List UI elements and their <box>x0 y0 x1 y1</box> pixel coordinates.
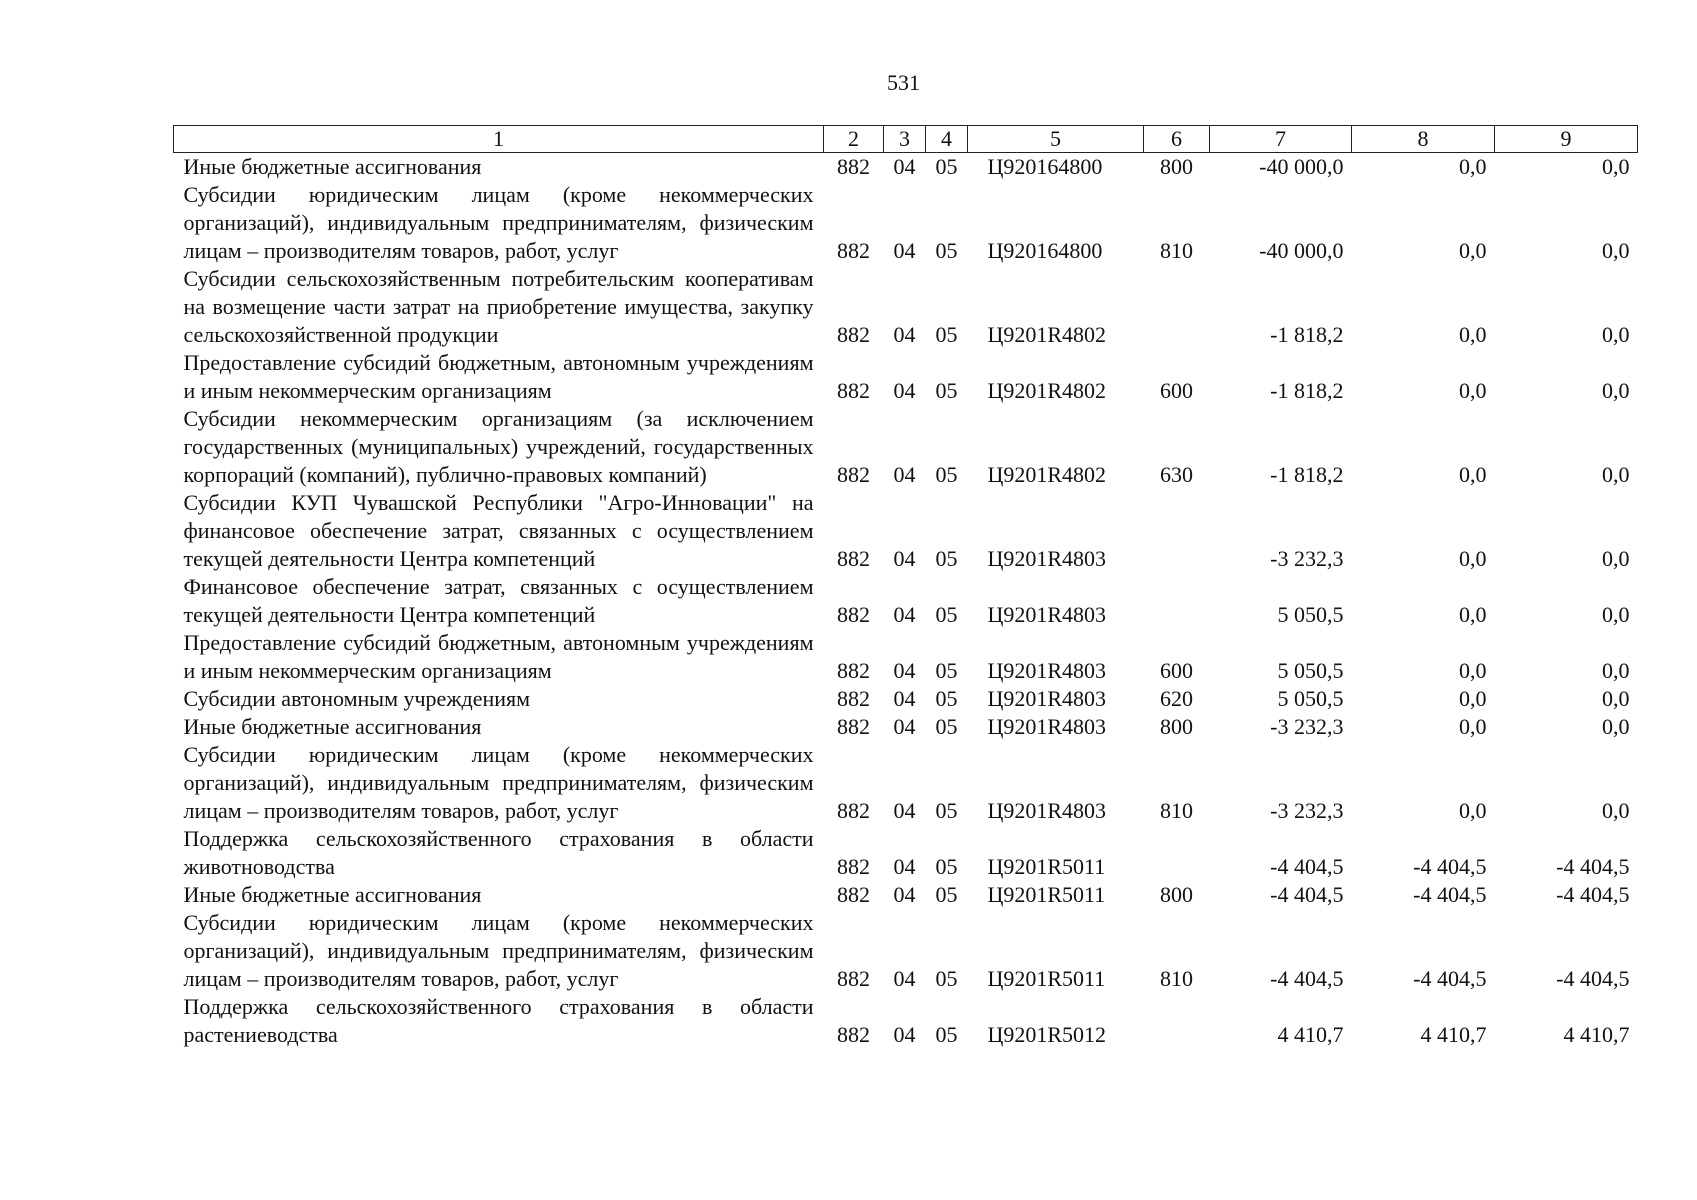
row-expense-type: 800 <box>1160 882 1193 907</box>
row-amount-col9: 0,0 <box>1602 686 1630 711</box>
row-amount-col9: 0,0 <box>1602 462 1630 487</box>
row-amount-col8: 0,0 <box>1459 322 1487 347</box>
row-ministry-code: 882 <box>837 462 870 487</box>
row-name: Субсидии юридическим лицам (кроме некоммерческих организаций), индивидуальным предпринимателям, физическим лицам – производителям товаров, работ, услуг <box>183 910 814 991</box>
row-subsection-code: 05 <box>935 686 958 711</box>
row-section-code: 04 <box>893 322 916 347</box>
row-amount-col9: 0,0 <box>1602 602 1630 627</box>
row-target-article: Ц920164800 <box>987 238 1103 263</box>
row-amount-col7: -40 000,0 <box>1259 154 1344 179</box>
table-row <box>174 909 1638 993</box>
column-header: 6 <box>1144 126 1210 153</box>
budget-table <box>173 125 1638 1049</box>
table-row <box>174 573 1638 629</box>
row-ministry-code: 882 <box>837 798 870 823</box>
column-header: 7 <box>1210 126 1352 153</box>
row-subsection-code: 05 <box>935 378 958 403</box>
row-expense-type <box>1144 489 1210 573</box>
row-subsection-code: 05 <box>935 154 958 179</box>
row-target-article: Ц9201R4803 <box>987 798 1107 823</box>
row-amount-col7: -1 818,2 <box>1270 378 1344 403</box>
row-amount-col8: 0,0 <box>1459 798 1487 823</box>
row-expense-type: 600 <box>1160 658 1193 683</box>
row-section-code: 04 <box>893 602 916 627</box>
row-amount-col7: 5 050,5 <box>1277 658 1344 683</box>
row-amount-col9: 4 410,7 <box>1563 1022 1630 1047</box>
table-body <box>174 153 1638 1050</box>
table-row <box>174 825 1638 881</box>
row-expense-type: 620 <box>1160 686 1193 711</box>
row-target-article: Ц9201R4803 <box>987 686 1107 711</box>
table-row <box>174 741 1638 825</box>
row-name: Иные бюджетные ассигнования <box>183 882 482 907</box>
column-number-row <box>174 126 1638 153</box>
row-ministry-code: 882 <box>837 882 870 907</box>
row-subsection-code: 05 <box>935 798 958 823</box>
row-amount-col7: -4 404,5 <box>1270 854 1344 879</box>
row-expense-type <box>1144 265 1210 349</box>
row-expense-type: 810 <box>1160 238 1193 263</box>
row-amount-col9: -4 404,5 <box>1556 882 1630 907</box>
row-amount-col8: -4 404,5 <box>1413 882 1487 907</box>
row-section-code: 04 <box>893 378 916 403</box>
table-row <box>174 685 1638 713</box>
row-section-code: 04 <box>893 714 916 739</box>
row-subsection-code: 05 <box>935 322 958 347</box>
row-target-article: Ц9201R4803 <box>987 602 1107 627</box>
row-amount-col9: 0,0 <box>1602 378 1630 403</box>
row-expense-type: 810 <box>1160 798 1193 823</box>
row-amount-col9: 0,0 <box>1602 658 1630 683</box>
row-amount-col9: 0,0 <box>1602 322 1630 347</box>
row-section-code: 04 <box>893 154 916 179</box>
row-name: Субсидии юридическим лицам (кроме некоммерческих организаций), индивидуальным предпринимателям, физическим лицам – производителям товаров, работ, услуг <box>183 182 814 263</box>
row-expense-type: 630 <box>1160 462 1193 487</box>
row-amount-col8: -4 404,5 <box>1413 966 1487 991</box>
row-target-article: Ц9201R4803 <box>987 714 1107 739</box>
row-name: Субсидии сельскохозяйственным потребительским кооперативам на возмещение части затрат на приобретение имущества, закупку сельскохозяйственной продукции <box>183 266 814 347</box>
row-section-code: 04 <box>893 462 916 487</box>
row-amount-col7: -1 818,2 <box>1270 322 1344 347</box>
row-name: Поддержка сельскохозяйственного страхования в области растениеводства <box>183 994 814 1047</box>
row-section-code: 04 <box>893 546 916 571</box>
row-ministry-code: 882 <box>837 686 870 711</box>
row-name: Субсидии некоммерческим организациям (за исключением государственных (муниципальных) учреждений, государственных корпораций (компаний), публично-правовых компаний) <box>183 406 814 487</box>
row-ministry-code: 882 <box>837 1022 870 1047</box>
row-amount-col7: -1 818,2 <box>1270 462 1344 487</box>
row-target-article: Ц9201R4802 <box>987 322 1107 347</box>
row-name: Субсидии юридическим лицам (кроме некоммерческих организаций), индивидуальным предпринимателям, физическим лицам – производителям товаров, работ, услуг <box>183 742 814 823</box>
row-section-code: 04 <box>893 854 916 879</box>
row-expense-type: 600 <box>1160 378 1193 403</box>
row-amount-col7: -3 232,3 <box>1270 546 1344 571</box>
row-amount-col7: 5 050,5 <box>1277 602 1344 627</box>
table-row <box>174 881 1638 909</box>
table-row <box>174 265 1638 349</box>
row-amount-col8: 0,0 <box>1459 714 1487 739</box>
row-amount-col9: -4 404,5 <box>1556 966 1630 991</box>
row-ministry-code: 882 <box>837 378 870 403</box>
row-name: Субсидии автономным учреждениям <box>183 686 531 711</box>
row-amount-col9: 0,0 <box>1602 154 1630 179</box>
table-row <box>174 489 1638 573</box>
row-section-code: 04 <box>893 966 916 991</box>
row-expense-type: 800 <box>1160 154 1193 179</box>
row-amount-col9: 0,0 <box>1602 798 1630 823</box>
row-name: Финансовое обеспечение затрат, связанных с осуществлением текущей деятельности Центра компетенций <box>183 574 814 627</box>
row-amount-col9: -4 404,5 <box>1556 854 1630 879</box>
row-subsection-code: 05 <box>935 854 958 879</box>
row-name: Предоставление субсидий бюджетным, автономным учреждениям и иным некоммерческим организациям <box>183 630 814 683</box>
row-ministry-code: 882 <box>837 854 870 879</box>
row-subsection-code: 05 <box>935 462 958 487</box>
row-section-code: 04 <box>893 882 916 907</box>
row-section-code: 04 <box>893 658 916 683</box>
column-header: 2 <box>824 126 884 153</box>
table-row <box>174 153 1638 182</box>
column-header: 9 <box>1495 126 1638 153</box>
row-target-article: Ц9201R5011 <box>987 882 1106 907</box>
row-section-code: 04 <box>893 798 916 823</box>
row-target-article: Ц9201R4802 <box>987 378 1107 403</box>
row-amount-col8: 0,0 <box>1459 462 1487 487</box>
column-header: 5 <box>968 126 1144 153</box>
row-amount-col8: 0,0 <box>1459 238 1487 263</box>
row-amount-col8: 0,0 <box>1459 658 1487 683</box>
table-row <box>174 713 1638 741</box>
row-name: Предоставление субсидий бюджетным, автономным учреждениям и иным некоммерческим организациям <box>183 350 814 403</box>
row-amount-col9: 0,0 <box>1602 238 1630 263</box>
row-ministry-code: 882 <box>837 602 870 627</box>
row-amount-col7: -3 232,3 <box>1270 798 1344 823</box>
row-section-code: 04 <box>893 238 916 263</box>
row-amount-col8: 0,0 <box>1459 546 1487 571</box>
row-subsection-code: 05 <box>935 882 958 907</box>
row-target-article: Ц9201R5012 <box>987 1022 1107 1047</box>
row-amount-col7: -4 404,5 <box>1270 882 1344 907</box>
row-ministry-code: 882 <box>837 238 870 263</box>
row-amount-col9: 0,0 <box>1602 714 1630 739</box>
row-ministry-code: 882 <box>837 154 870 179</box>
row-subsection-code: 05 <box>935 966 958 991</box>
row-name: Иные бюджетные ассигнования <box>183 714 482 739</box>
row-subsection-code: 05 <box>935 1022 958 1047</box>
row-expense-type <box>1144 573 1210 629</box>
row-name: Поддержка сельскохозяйственного страхования в области животноводства <box>183 826 814 879</box>
row-amount-col7: 4 410,7 <box>1277 1022 1344 1047</box>
row-subsection-code: 05 <box>935 602 958 627</box>
row-subsection-code: 05 <box>935 546 958 571</box>
table-row <box>174 181 1638 265</box>
row-target-article: Ц920164800 <box>987 154 1103 179</box>
table-row <box>174 993 1638 1049</box>
row-subsection-code: 05 <box>935 714 958 739</box>
page-number: 531 <box>887 70 920 95</box>
row-target-article: Ц9201R4803 <box>987 658 1107 683</box>
row-subsection-code: 05 <box>935 658 958 683</box>
row-amount-col8: 0,0 <box>1459 602 1487 627</box>
row-expense-type: 800 <box>1160 714 1193 739</box>
row-amount-col7: -4 404,5 <box>1270 966 1344 991</box>
row-subsection-code: 05 <box>935 238 958 263</box>
row-ministry-code: 882 <box>837 714 870 739</box>
row-target-article: Ц9201R5011 <box>987 854 1106 879</box>
row-ministry-code: 882 <box>837 546 870 571</box>
column-header: 8 <box>1352 126 1495 153</box>
column-header: 4 <box>926 126 968 153</box>
table-row <box>174 349 1638 405</box>
row-amount-col8: 0,0 <box>1459 686 1487 711</box>
row-amount-col8: -4 404,5 <box>1413 854 1487 879</box>
column-header: 3 <box>884 126 926 153</box>
row-ministry-code: 882 <box>837 966 870 991</box>
row-amount-col7: -3 232,3 <box>1270 714 1344 739</box>
row-section-code: 04 <box>893 686 916 711</box>
column-header: 1 <box>174 126 824 153</box>
row-target-article: Ц9201R5011 <box>987 966 1106 991</box>
row-amount-col7: -40 000,0 <box>1259 238 1344 263</box>
row-amount-col8: 0,0 <box>1459 154 1487 179</box>
row-ministry-code: 882 <box>837 322 870 347</box>
row-amount-col9: 0,0 <box>1602 546 1630 571</box>
table-row <box>174 405 1638 489</box>
row-target-article: Ц9201R4802 <box>987 462 1107 487</box>
row-amount-col8: 0,0 <box>1459 378 1487 403</box>
row-target-article: Ц9201R4803 <box>987 546 1107 571</box>
row-amount-col7: 5 050,5 <box>1277 686 1344 711</box>
row-section-code: 04 <box>893 1022 916 1047</box>
row-expense-type <box>1144 825 1210 881</box>
row-expense-type <box>1144 993 1210 1049</box>
row-expense-type: 810 <box>1160 966 1193 991</box>
row-ministry-code: 882 <box>837 658 870 683</box>
table-row <box>174 629 1638 685</box>
row-amount-col8: 4 410,7 <box>1420 1022 1487 1047</box>
row-name: Иные бюджетные ассигнования <box>183 154 482 179</box>
row-name: Субсидии КУП Чувашской Республики "Агро-Инновации" на финансовое обеспечение затрат, связанных с осуществлением текущей деятельности Центра компетенций <box>183 490 814 571</box>
